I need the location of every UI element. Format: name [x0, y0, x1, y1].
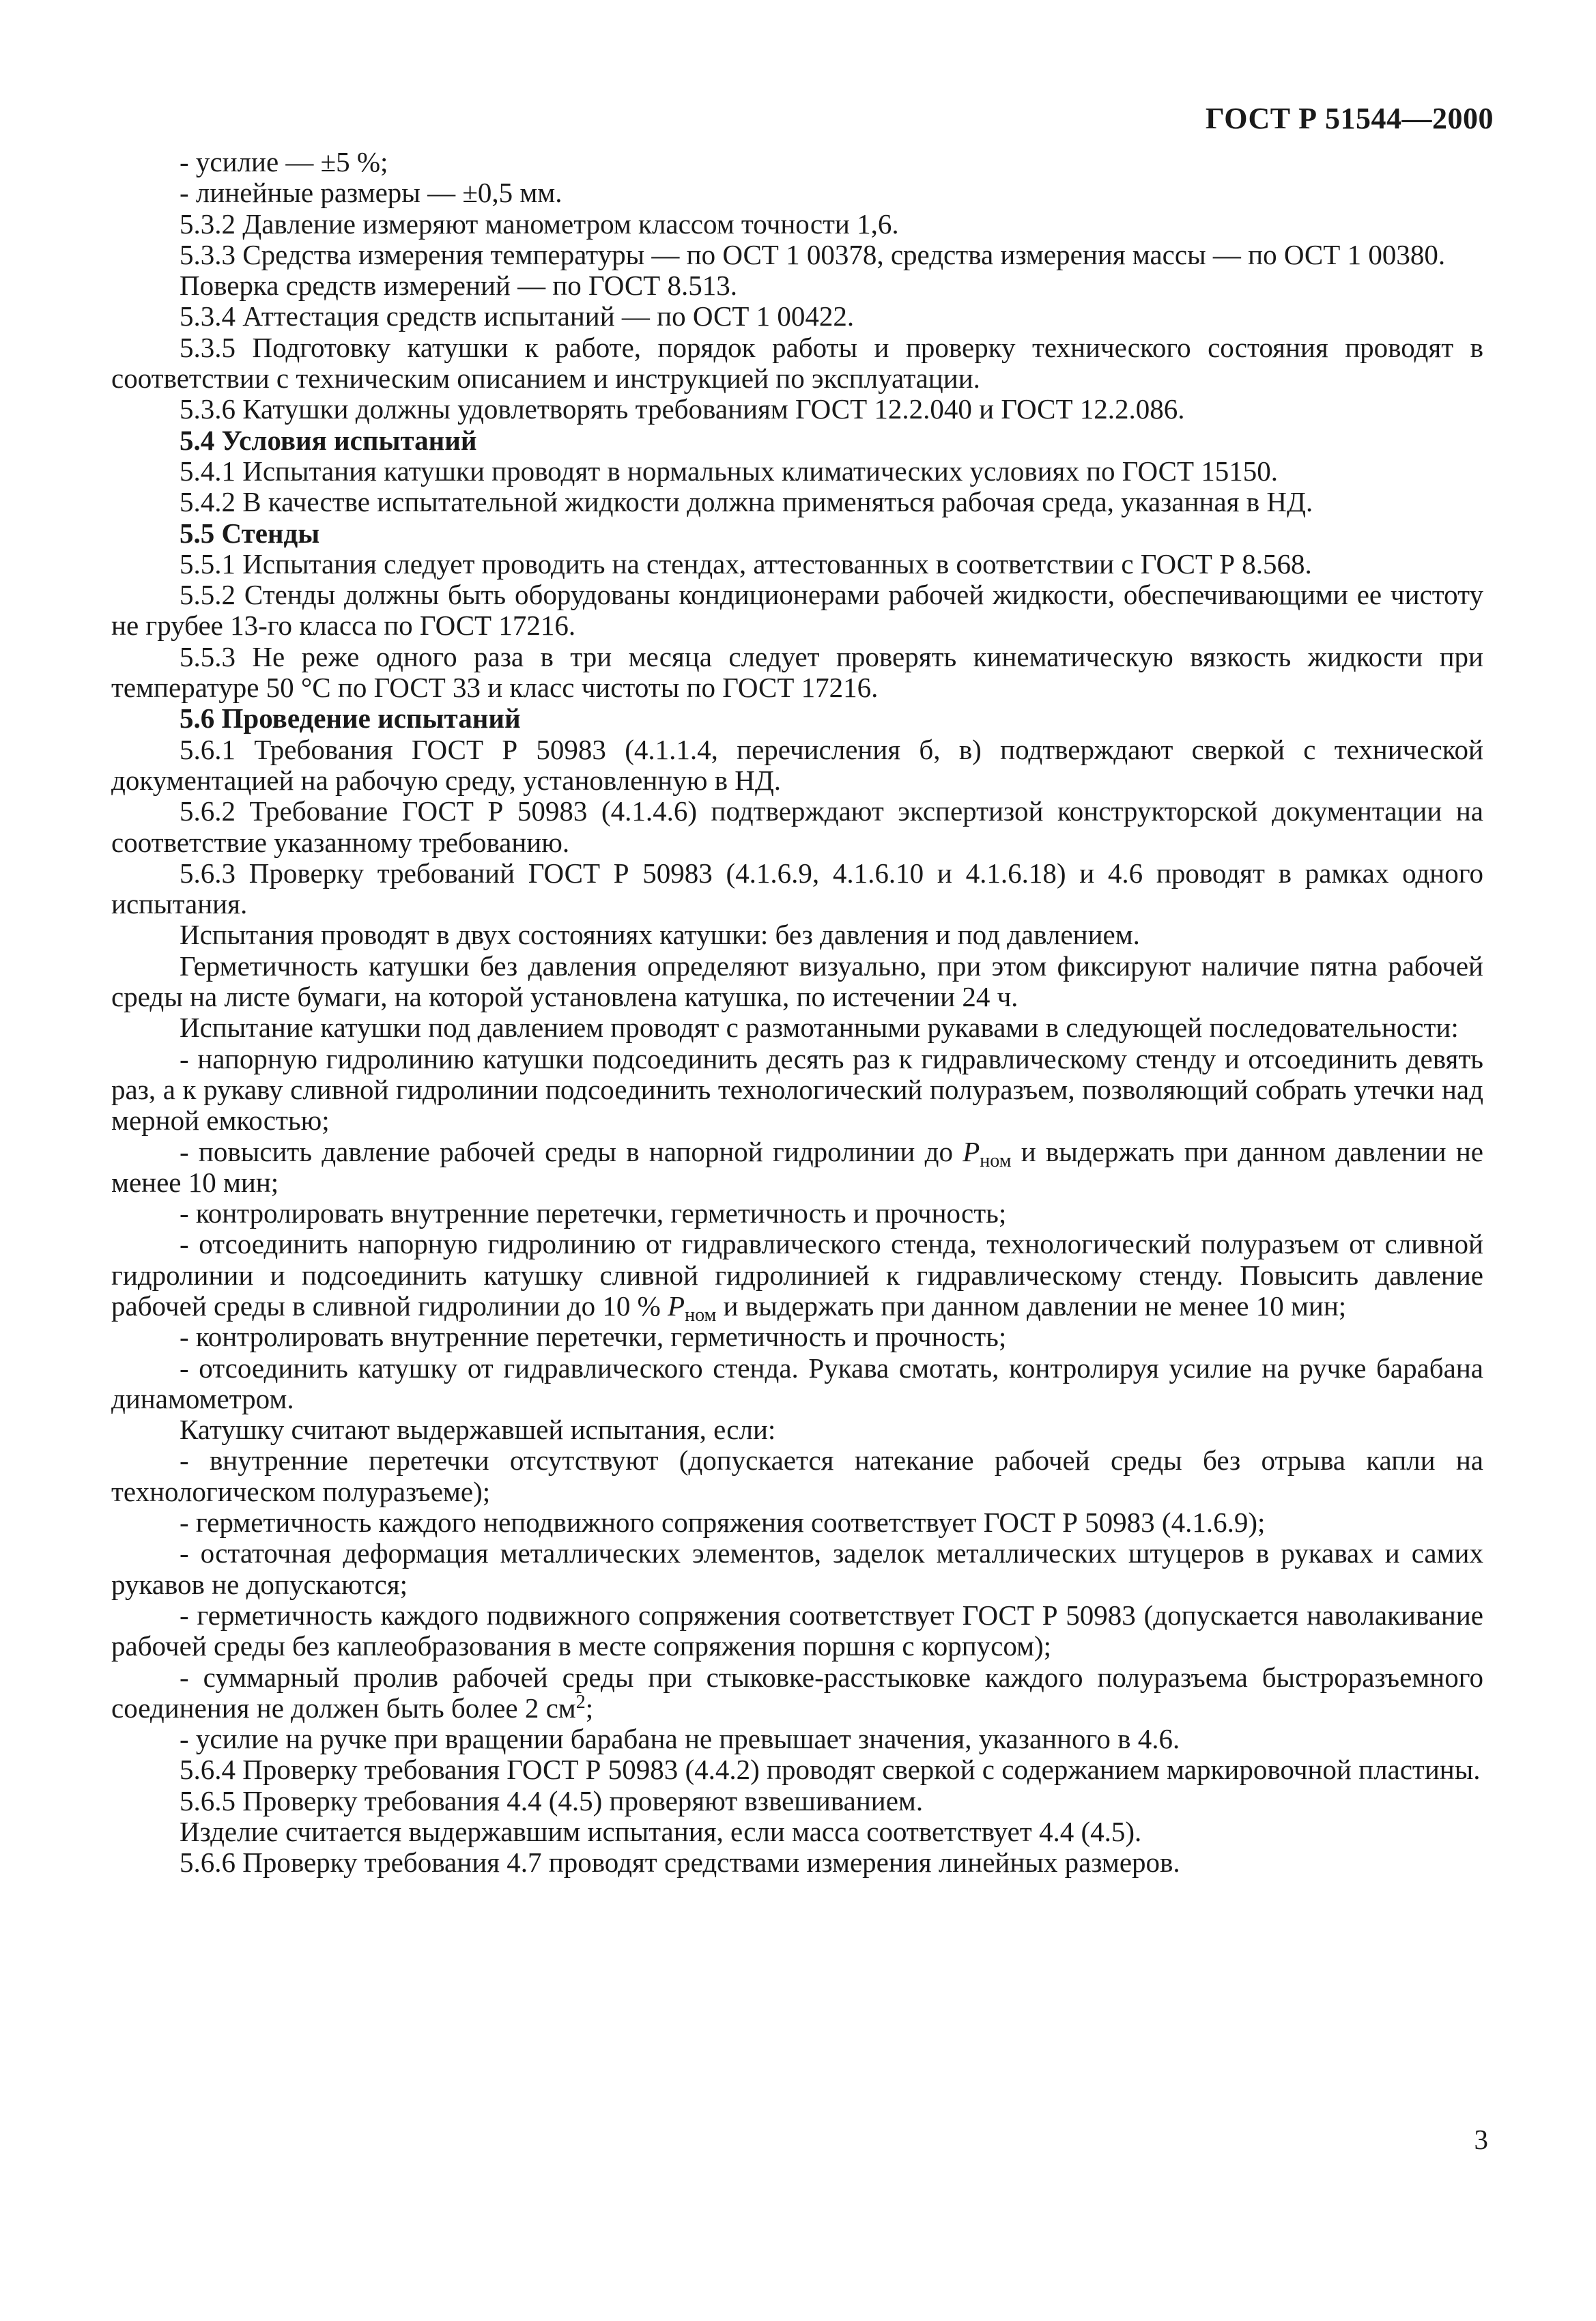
- paragraph-5-3-6: 5.3.6 Катушки должны удовлетворять требованиям ГОСТ 12.2.040 и ГОСТ 12.2.086.: [180, 393, 1185, 425]
- pressure-symbol: P: [963, 1135, 980, 1167]
- pressure-subscript: ном: [980, 1150, 1012, 1171]
- list-item-text: - суммарный пролив рабочей среды при стыковке-расстыковке каждого полуразъема быстроразъемного соединения не должен быть более 2 см: [111, 1661, 1483, 1724]
- list-item: - герметичность каждого подвижного сопряжения соответствует ГОСТ Р 50983 (допускается наволакивание рабочей среды без каплеобразования в месте сопряжения поршня с корпусом);: [111, 1599, 1483, 1662]
- section-heading-5-5: 5.5 Стенды: [180, 517, 320, 549]
- list-item: - герметичность каждого неподвижного сопряжения соответствует ГОСТ Р 50983 (4.1.6.9);: [180, 1507, 1266, 1539]
- list-item: - внутренние перетечки отсутствуют (допускается натекание рабочей среды без отрыва капли на технологическом полуразъеме);: [111, 1444, 1483, 1507]
- pressure-subscript: ном: [685, 1304, 717, 1326]
- paragraph-5-6-2: 5.6.2 Требование ГОСТ Р 50983 (4.1.4.6) подтверждают экспертизой конструкторской документации на соответствие указанному требованию.: [111, 795, 1483, 858]
- list-item: - отсоединить катушку от гидравлического стенда. Рукава смотать, контролируя усилие на ручке барабана динамометром.: [111, 1352, 1483, 1414]
- paragraph: Испытания проводят в двух состояниях катушки: без давления и под давлением.: [180, 919, 1140, 951]
- pressure-symbol: P: [668, 1290, 685, 1322]
- paragraph: Изделие считается выдержавшим испытания, если масса соответствует 4.4 (4.5).: [180, 1816, 1142, 1848]
- paragraph-5-4-1: 5.4.1 Испытания катушки проводят в нормальных климатических условиях по ГОСТ 15150.: [180, 455, 1278, 487]
- paragraph-5-3-2: 5.3.2 Давление измеряют манометром классом точности 1,6.: [180, 208, 899, 240]
- paragraph: Герметичность катушки без давления определяют визуально, при этом фиксируют наличие пятна рабочей среды на листе бумаги, на которой установлена катушка, по истечении 24 ч.: [111, 950, 1483, 1013]
- list-item: - контролировать внутренние перетечки, герметичность и прочность;: [180, 1197, 1007, 1229]
- list-item: [111, 1137, 1483, 1199]
- paragraph-5-3-5: 5.3.5 Подготовку катушки к работе, порядок работы и проверку технического состояния проводят в соответствии с техническим описанием и инструкцией по эксплуатации.: [111, 331, 1483, 395]
- list-item: - усилие — ±5 %;: [180, 146, 388, 177]
- list-item-text: ;: [585, 1692, 594, 1724]
- paragraph-5-5-3: 5.5.3 Не реже одного раза в три месяца следует проверять кинематическую вязкость жидкости при температуре 50 °С по ГОСТ 33 и класс чистоты по ГОСТ 17216.: [111, 640, 1483, 704]
- paragraph-5-3-4: 5.3.4 Аттестация средств испытаний — по ОСТ 1 00422.: [180, 300, 855, 332]
- paragraph-5-4-2: 5.4.2 В качестве испытательной жидкости должна применяться рабочая среда, указанная в НД.: [180, 486, 1313, 518]
- list-item: - линейные размеры — ±0,5 мм.: [180, 177, 562, 209]
- section-heading-5-4: 5.4 Условия испытаний: [180, 424, 477, 456]
- paragraph-5-6-4: 5.6.4 Проверку требования ГОСТ Р 50983 (4.4.2) проводят сверкой с содержанием маркировочной пластины.: [180, 1754, 1481, 1786]
- page-number: 3: [1474, 2124, 1488, 2155]
- paragraph-5-5-1: 5.5.1 Испытания следует проводить на стендах, аттестованных в соответствии с ГОСТ Р 8.568.: [180, 547, 1312, 580]
- list-item: [111, 1228, 1483, 1326]
- paragraph-5-6-1: 5.6.1 Требования ГОСТ Р 50983 (4.1.1.4, перечисления б, в) подтверждают сверкой с технической документацией на рабочую среду, установленную в НД.: [111, 733, 1483, 796]
- list-item: - контролировать внутренние перетечки, герметичность и прочность;: [180, 1321, 1007, 1353]
- paragraph-5-3-3: 5.3.3 Средства измерения температуры — по ОСТ 1 00378, средства измерения массы — по ОСТ 1 00380.: [180, 238, 1446, 270]
- paragraph-5-6-6: 5.6.6 Проверку требования 4.7 проводят средствами измерения линейных размеров.: [180, 1847, 1180, 1879]
- list-item-text: - отсоединить напорную гидролинию от гидравлического стенда, технологический полуразъем от сливной гидролинии и подсоединить катушку сливной гидролинией к гидравлическому стенду. Повысить давление рабочей среды в сливной гидролинии до 10 %: [111, 1228, 1483, 1322]
- superscript: 2: [575, 1691, 586, 1713]
- list-item: - напорную гидролинию катушки подсоединить десять раз к гидравлическому стенду и отсоединить девять раз, а к рукаву сливной гидролинии подсоединить технологический полуразъем, позволяющий собрать утечки над мерной емкостью;: [111, 1042, 1483, 1137]
- paragraph: Поверка средств измерений — по ГОСТ 8.513.: [180, 270, 737, 302]
- list-item-text: и выдержать при данном давлении не менее 10 мин;: [716, 1290, 1347, 1322]
- document-body: [111, 147, 1483, 1879]
- document-code-header: ГОСТ Р 51544—2000: [1205, 102, 1494, 135]
- paragraph-5-6-5: 5.6.5 Проверку требования 4.4 (4.5) проверяют взвешиванием.: [180, 1784, 924, 1817]
- paragraph: Испытание катушки под давлением проводят с размотанными рукавами в следующей последовательности:: [180, 1012, 1459, 1044]
- section-heading-5-6: 5.6 Проведение испытаний: [180, 702, 521, 735]
- paragraph-5-6-3: 5.6.3 Проверку требований ГОСТ Р 50983 (4.1.6.9, 4.1.6.10 и 4.1.6.18) и 4.6 проводят в рамках одного испытания.: [111, 857, 1483, 920]
- list-item: [111, 1662, 1483, 1724]
- list-item-text: - повысить давление рабочей среды в напорной гидролинии до: [180, 1135, 963, 1167]
- list-item-text: и выдержать при данном давлении не менее 10 мин;: [111, 1135, 1483, 1198]
- list-item: - остаточная деформация металлических элементов, заделок металлических штуцеров в рукавах и самих рукавов не допускаются;: [111, 1537, 1483, 1600]
- list-item: - усилие на ручке при вращении барабана не превышает значения, указанного в 4.6.: [180, 1723, 1180, 1755]
- paragraph-5-5-2: 5.5.2 Стенды должны быть оборудованы кондиционерами рабочей жидкости, обеспечивающими ее чистоту не грубее 13-го класса по ГОСТ 17216.: [111, 579, 1483, 642]
- paragraph: Катушку считают выдержавшей испытания, если:: [180, 1414, 776, 1446]
